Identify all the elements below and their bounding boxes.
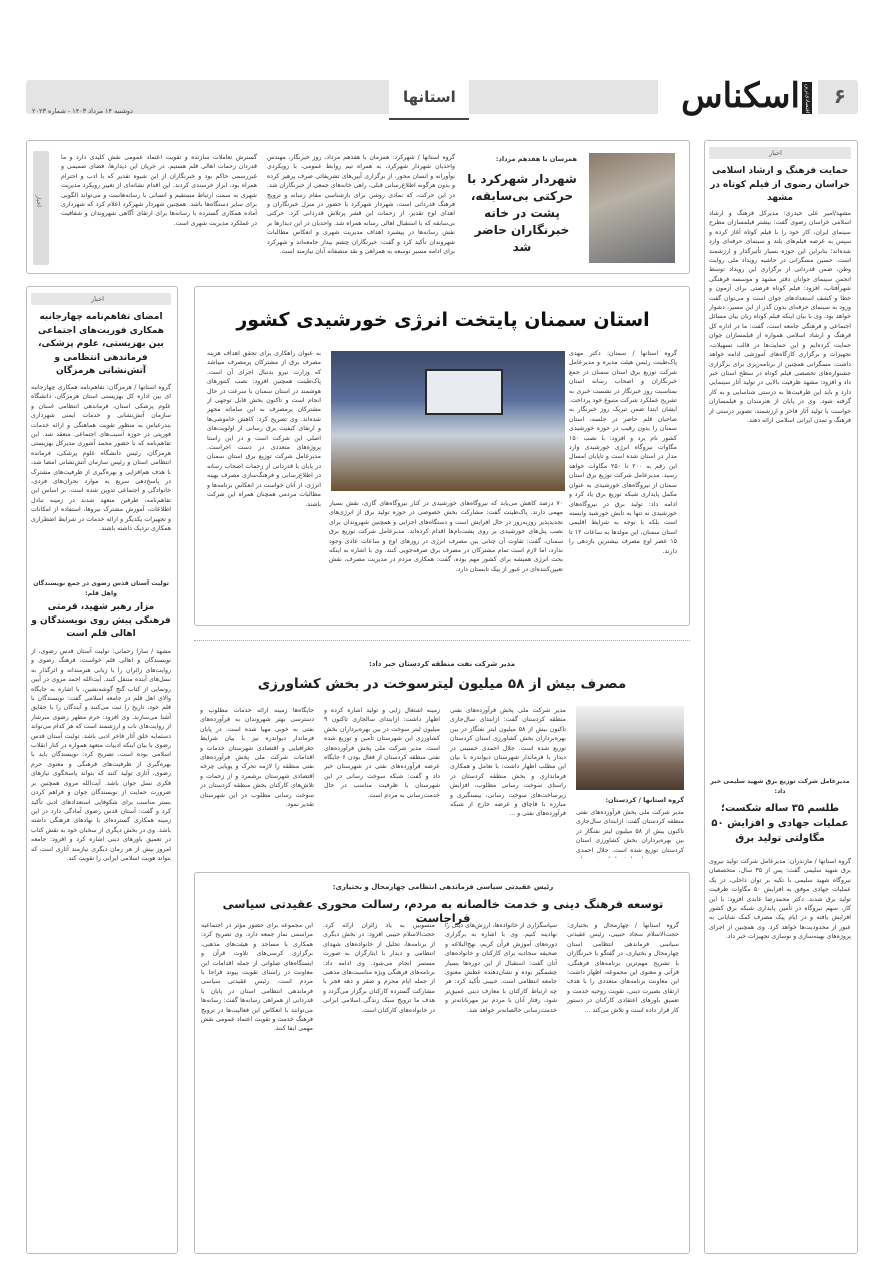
- top-news-photo: [589, 153, 675, 263]
- page-number: ۶: [833, 84, 846, 108]
- main-story-col3: به عنوان راهکاری برای تحقق اهداف هزینه مصرف برق از مشترکان پرمصرف میباشد که وزارت نیرو بدنبال اجرای آن است. پاک‌طینت همچنین افزود: نصب کنتورهای هوشمند در استان سمنان با سرعت در حال انجام است و تاکنون بخش قابل توجهی از مشترکان پرمصرف به این سامانه مجهز شده‌اند. وی تصریح کرد: کاهش خاموشی‌ها و ارتقای کیفیت برق رسانی از اولویت‌های اصلی این شرکت است و در این راستا پروژه‌های متعددی در دست اجراست. مدیرعامل شرکت توزیع برق استان سمنان در پایان با قدردانی از زحمات اصحاب رسانه در اطلاع‌رسانی و فرهنگ‌سازی مصرف بهینه انرژی، از آنان خواست در انعکاس برنامه‌ها و مطالبات مردمی همچنان همراه این شرکت باشند.: [207, 350, 321, 508]
- culture-story-headline: توسعه فرهنگ دینی و خدمت خالصانه به مردم، رسالت محوری عقیدتی سیاسی فراجاست: [222, 897, 664, 925]
- page-header: [26, 76, 858, 120]
- culture-story-kicker: رئیس عقیدتی سیاسی فرماندهی انتظامی چهارمحال و بختیاری:: [332, 883, 554, 891]
- top-news-col1: گروه استانها / شهرکرد: همزمان با هفدهم مرداد، روز خبرنگار، مهندس واحدیان شهردار شهرکرد، به همراه تیم روابط عمومی، با رویکردی نوآورانه و انسان محور، از برگزاری آیین‌های تشریفاتی صرف پرهیز کرده و بدون هرگونه اطلاع‌رسانی قبلی، راهی خانه‌های جمعی از خبرنگاران شد. در این حرکت، که نمادی روشن برای بازشناسی مقام رسانه و ترویج فرهنگ قدردانی است، شهردار شهرکرد با حضور در منزل خبرنگاران و اهدای لوح تقدیر، از زحمات این قشر پرتلاش قدردانی کرد. حرکتی بی‌سابقه که با استقبال اهالی رسانه همراه شد. واحدیان در این دیدارها بر نقش رسانه‌ها در پیشبرد اهداف مدیریت شهری و انعکاس مطالبات شهروندان تأکید کرد و گفت: خبرنگاران چشم بیدار جامعه‌اند و شهرکرد برای ادامه مسیر توسعه به همراهی و نقد منصفانه آنان نیازمند است.: [267, 154, 455, 256]
- left-sidebar-box: [26, 286, 178, 1254]
- agri-story-photo: [576, 706, 684, 790]
- top-news-side-tag-label: اخبار: [35, 195, 42, 207]
- agri-story-col1: مدیر شرکت ملی پخش فرآورده‌های نفتی منطقه کردستان گفت: ازابتدای سال‌جاری تاکنون بیش از ۵۸ میلیون لیتر نفتگاز در بین بهره‌برداران بخش کشاورزی استان کردستان توزیع شده است. جلال احمدی حسینی در دیدار با فرماندار شهرستان دیواندره با بیان این مطلب اظهار داشت: با تعامل و همکاری فرمانداری و بخش منطقه کردستان در راستای سوخت رسانی مطلوب، افزایش زیرساخت‌های سوخت رسانی، بیستگیری و مبارزه با قاچاق و عرضه خارج از شبکه فرآورده‌های نفتی و ...: [450, 707, 566, 818]
- agri-story-headline: مصرف بیش از ۵۸ میلیون لیترسوخت در بخش کشاورزی: [257, 676, 627, 692]
- left-sidebar-body: گروه استانها / هرمزگان: تفاهم‌نامه همکاری چهارجانبه ای بین اداره کل بهزیستی استان هرمزگان، دانشگاه علوم پزشکی استان، فرماندهی انتظامی استان و سازمان آتش‌نشانی و خدمات ایمنی شهرداری بندرعباس به منظور تقویت هماهنگی و ارائه خدمات فوریتی در حوزه آسیب‌های اجتماعی منعقد شد. این تفاهم‌نامه که با حضور محمد آشوری مدیرکل بهزیستی هرمزگان، رئیس دانشگاه علوم پزشکی، فرمانده انتظامی استان و رئیس سازمان آتش‌نشانی امضا شد، با هدف هم‌افزایی و بهره‌گیری از ظرفیت‌های مشترک در پاسخ‌دهی سریع به موارد بحران‌های فردی، خانوادگی و اجتماعی تدوین شده است. بر اساس این تفاهم‌نامه، طرفین متعهد شدند در زمینه تبادل اطلاعات، آموزش مشترک نیروها، استفاده از امکانات و تجهیزات یکدیگر و ارائه خدمات در شرایط اضطراری همکاری نزدیک داشته باشند.: [31, 384, 171, 533]
- agri-story-caption: گروه استانها / کردستان:: [605, 796, 684, 804]
- right-sidebar-tag-label: اخبار: [769, 149, 782, 157]
- top-news-headline: شهردار شهرکرد با حرکتی بی‌سابقه، پشت در خانه خبرنگاران حاضر شد: [467, 172, 577, 254]
- agri-story-col2: زمینه اشتغال زایی و تولید اشاره کرده و اظهار داشت: ازابتدای سالجاری تاکنون ۹ میلیون لیتر سوخت در بین بهره‌برداران بخش کشاورزی این شهرستان تأمین و توزیع شده است. مدیر شرکت ملی پخش فرآورده‌های نفتی منطقه کردستان از فعال بودن ۶ جایگاه عرضه فرآورده‌های نفتی در شهرستان خبر داد و گفت: شبکه سوخت رسانی در این شهرستان با ظرفیت مناسب در حال خدمت‌رسانی به مردم است.: [324, 707, 440, 799]
- left-sidebar-body2: مشهد / سارا رحمانی: تولیت آستان قدس رضوی، از نویسندگان و اهالی قلم خواست، فرهنگ رضوی و روایت‌های زائران را با زبانی هنرمندانه و اثرگذار به نسل‌های آینده منتقل کنند. آیت‌الله احمد مروی در آیین رونمایی از کتاب گنج گوشه‌نشین، با اشاره به جایگاه والای اهل قلم در جامعه اسلامی گفت: نویسندگان با قلم خود، تاریخ را ثبت می‌کنند و آیندگان را با حقایق آشنا می‌سازند. وی افزود: حرم مطهر رضوی سرشار از روایت‌های ناب و ارزشمند است که هر کدام می‌تواند دستمایه خلق آثار فاخر ادبی باشد. تولیت آستان قدس رضوی با بیان اینکه ادبیات متعهد همواره در کنار انقلاب اسلامی بوده است، تصریح کرد: نویسندگان باید با بهره‌گیری از ظرفیت‌های فرهنگی و معنوی حرم رضوی، آثاری تولید کنند که بتواند پاسخگوی نیازهای فکری نسل جوان باشد. آیت‌الله مروی همچنین بر ضرورت حمایت از نویسندگان جوان و فراهم کردن بستر مناسب برای شکوفایی استعدادهای ادبی تأکید کرد و گفت: آستان قدس رضوی آمادگی دارد در این زمینه همکاری گسترده‌ای با نهادهای فرهنگی داشته باشد. وی در بخش دیگری از سخنان خود به نقش کتاب در تعمیق باورهای دینی اشاره کرد و افزود: جامعه امروز بیش از هر زمان دیگری نیازمند آثاری است که بتواند هویت اسلامی ایرانی را تقویت کند.: [31, 648, 171, 862]
- logo: اسکناس: [681, 76, 800, 116]
- right-sidebar-kicker2: مدیرعامل شرکت توزیع برق شهید سلیمی خبر داد:: [710, 778, 850, 795]
- left-sidebar-kicker2: تولیت آستان قدس رضوی در جمع نویسندگان واهل قلم:: [33, 580, 169, 597]
- right-sidebar-box: [704, 140, 858, 1254]
- right-sidebar-body2: گروه استانها / مازندران: مدیرعامل شرکت تولید نیروی برق شهید سلیمی گفت: پس از ۳۵ سال، متخصصان نیروگاه شهید سلیمی با تکیه بر توان داخلی، در یک عملیات جهادی موفق به افزایش ۵۰ مگاوات ظرفیت تولید برق شدند. دکتر محمدرضا عابدی افزود: با این کار، سهم نیروگاه در تأمین پایداری شبکه برق کشور افزایش یافته و در ایام پیک مصرف کمک شایانی به عبور از محدودیت‌ها خواهد کرد. وی همچنین از اجرای پروژه‌های بهینه‌سازی و نوسازی تجهیزات خبر داد.: [709, 858, 851, 941]
- top-news-col2: گسترش تعاملات سازنده و تقویت اعتماد عمومی نقش کلیدی دارد و ما قدردان زحمات اهالی قلم هستیم. در جریان این دیدارها، فضای صمیمی و غیررسمی حاکم بود و خبرنگاران از این شیوه تقدیر که با ادب و احترام همراه بود، ابراز خرسندی کردند. این اقدام نشانه‌ای از تغییر رویکرد مدیریت شهری به سمت ارتباط مستقیم و انسانی با رسانه‌هاست و می‌تواند الگویی برای سایر دستگاه‌ها باشد. همچنین شهردار شهرکرد اعلام کرد که شهرداری آماده همکاری گسترده با رسانه‌ها برای ارتقای آگاهی شهروندان و شفافیت در عملکرد مدیریت شهری است.: [61, 154, 257, 227]
- header-date: دوشنبه ۱۴ مرداد ۱۴۰۳ - شماره ۲۰۲۳: [32, 107, 133, 115]
- section-title: استانها: [403, 88, 456, 106]
- right-sidebar-headline2: طلسم ۳۵ ساله شکست؛ عملیات جهادی و افزایش ۵۰ مگاولتی توليد برق: [711, 803, 849, 844]
- main-story-box: [194, 286, 690, 626]
- main-story-photo-screen: [425, 369, 503, 415]
- agri-story-kicker: مدیر شرکت نفت منطقه کردستان خبر داد:: [368, 660, 516, 668]
- agri-story-col3: جایگاه‌ها زمینه ارائه خدمات مطلوب و دسترسی بهتر شهروندان به فرآورده‌های نفتی به خوبی مهیا شده است. در پایان فرماندار دیواندره نیز با بیان شرایط جغرافیایی و اقتصادی شهرستان خدمات و اقدامات شرکت ملی پخش فرآورده‌های نفتی منطقه را لازمه تحرک و پویایی چرخه اقتصادی شهرستان برشمرد و از زحمات و تلاش‌های کارکنان بخش منطقه کردستان در سوخت رسانی مطلوب در این شهرستان تقدیر نمود.: [200, 707, 314, 809]
- agri-story-body-under-photo: مدیر شرکت ملی پخش فرآورده‌های نفتی منطقه کردستان گفت: ازابتدای سال‌جاری تاکنون بیش از ۵۸ میلیون لیتر نفتگاز در بین بهره‌برداران بخش کشاورزی استان کردستان توزیع شده است. جلال احمدی: [576, 809, 684, 854]
- culture-story-col2: سپاسگزاری از خانواده‌ها، ارزش‌های دینی را نهادینه کنیم. وی با اشاره به برگزاری دوره‌های آموزش قرآن کریم، نهج‌البلاغه و صحیفه سجادیه برای کارکنان و خانواده‌های آنان گفت: استقبال از این دوره‌ها بسیار چشمگیر بوده و نشان‌دهنده عطش معنوی جامعه انتظامی است. حبیبی تأکید کرد: هر چه ارتباط کارکنان با معارف دینی عمیق‌تر شود، رفتار آنان با مردم نیز مهربانانه‌تر و خدمت‌رسانی خالصانه‌تر خواهد شد.: [445, 922, 557, 1014]
- right-sidebar-headline: حمایت فرهنگ و ارشاد اسلامی خراسان رضوی از فیلم کوتاه در مشهد: [710, 166, 850, 203]
- top-news-box: [26, 140, 690, 274]
- logo-subtitle: اقتصادی‌ترین: [804, 83, 810, 113]
- culture-story-col4: این مجموعه برای حضور مؤثر در اجتماعیه مراسمی نماز جمعه دارد. وی تصریح کرد: همکاری با مساجد و هیئت‌های مذهبی، برگزاری کرسی‌های تلاوت قرآن و ایستگاه‌های صلواتی از جمله اقدامات این معاونت در راستای تقویت پیوند فراجا با مردم است. رئیس عقیدتی سیاسی فرماندهی انتظامی استان در پایان با قدردانی از همراهی رسانه‌ها گفت: رسانه‌ها می‌توانند با انعکاس این فعالیت‌ها در ترویج فرهنگ خدمت و تقویت اعتماد عمومی نقش مهمی ایفا کنند.: [201, 922, 313, 1033]
- main-story-headline: استان سمنان پایتخت انرژی خورشیدی کشور: [236, 309, 650, 331]
- top-news-kicker: همرسان با هفدهم مرداد:: [495, 155, 577, 163]
- culture-story-col3: منسوبین به یاد زائران ارائه کرد. حجت‌الاسلام حبیبی افزود: در بخش دیگری از برنامه‌ها، تجلیل از خانواده‌های شهدای انتظامی و دیدار با ایثارگران به صورت مستمر انجام می‌شود. وی ادامه داد: برنامه‌های فرهنگی ویژه مناسبت‌های مذهبی از جمله ایام محرم و صفر و دهه فجر با مشارکت گسترده کارکنان برگزار می‌گردد و هدف ما ترویج سبک زندگی اسلامی ایرانی در خانواده‌های کارکنان است.: [323, 922, 435, 1014]
- left-sidebar-headline: امضای تفاهم‌نامه چهارجانبه همکاری فوریت‌های اجتماعی بین بهزیستی، علوم پزشکی، فرماندهی انتظامی و آتش‌نشانی هرمزگان: [38, 312, 164, 376]
- main-story-col2: ۷۰ درصد کاهش می‌یابد که نیروگاه‌های خورشیدی در کنار نیروگاه‌های گازی، نقش بسیار مهمی دارند. پاک‌طینت گفت: مشارکت بخش خصوصی در حوزه تولید برق از انرژی‌های تجدیدپذیر روزبه‌روز در حال افزایش است و دستگاه‌های اجرایی و همچنین شهروندان برای نصب پنل‌های خورشیدی بر روی پشت‌بام‌ها اقدام کرده‌اند. مدیرعامل شرکت توزیع برق سمنان، گفت: تفاوت آن چنانی بین مصرف انرژی در روزهای اوج و ساعات عادی وجود ندارد، اما لازم است تمام مشترکان در مصرف برق صرفه‌جویی کنند. وی با اشاره به اینکه بحث انرژی همیشه برای کشور مهم بوده، گفت: همکاری مردم در مدیریت مصرف، نقش تعیین‌کننده‌ای در عبور از پیک تابستان دارد.: [329, 500, 563, 573]
- agri-story-top-rule: [194, 640, 690, 641]
- left-sidebar-tag-label: اخبار: [91, 295, 104, 303]
- left-sidebar-headline2: مزار رهبر شهید، قرمتی فرهنگی پیش روی نویسندگان و اهالی قلم است: [31, 602, 171, 639]
- agri-story-box: [194, 636, 690, 864]
- culture-story-col1: گروه استانها / چهارمحال و بختیاری: حجت‌الاسلام سجاد حبیبی، رئیس عقیدتی سیاسی فرماندهی انتظامی استان چهارمحال و بختیاری، در گفتگو با خبرنگاران با تشریح مهم‌ترین برنامه‌های فرهنگی، قرآنی و معنوی این مجموعه، اظهار داشت: این معاونت برنامه‌های متعددی را با هدف ارتقای بصیرت دینی، تقویت روحیه خدمت و تعمیق باورهای اعتقادی کارکنان در دستور کار قرار داده است و تلاش می‌کند ...: [567, 922, 679, 1014]
- top-news-side-tag: [33, 151, 49, 265]
- main-story-col1: گروه استانها / سمنان: دکتر مهدی پاک‌طینت رئیس هیئت مدیره و مدیرعامل شرکت توزیع برق استان سمنان در جمع خبرنگاران و اصحاب رسانه استان بمناسبت روز خبرنگار در نشست خبری به تشریح عملکرد شرکت متبوع خود پرداخت. ایشان ابتدا ضمن تبریک روز خبرنگار به صاحبان قلم حاضر در جلسه، استان سمنان را بدون رقیب در حوزه خورشیدی کشور نام برد و افزود: با نصب ۱۵۰ مگاوات نیروگاه انرژی خورشیدی وارد مدار در استان شده است و تاپایان امسال این رقم به ۲۰۰ تا ۲۵۰ مگاوات خواهد رسید. مدیرعامل شرکت توزیع برق استان سمنان از نیروگاه‌های خورشیدی به عنوان مکمل پایداری شبکه توزیع برق یاد کرد و ادامه داد: تولید برق در نیروگاه‌های خورشیدی نه تنها به تابش خورشید وابسته است بلکه با توجه به شرایط اقلیمی استان سمنان، این مولدها به ساعات ۱۲ تا ۱۵ عصر اوج مصرف بیشترین بازدهی را دارند.: [569, 350, 677, 555]
- right-sidebar-body: مشهد/امیر علی حیدری: مدیرکل فرهنگ و ارشاد اسلامی خراسان رضوی گفت: بیشتر فیلمسازان مطرح سینمای ایران، کار خود را با فیلم کوتاه آغاز کرده و سپس به عرصه فیلم‌های بلند و سینمای حرفه‌ای وارد شده‌اند؛ بنابراین این حوزه بسیار تأثیرگذار و ارزشمند است. حسین مسگرانی در حاشیه رویداد ملی روایت وطن، ضمن قدردانی از برگزاری این رویداد توسط انجمن سینمای جوانان دفتر مشهد و موسسه فرهنگی شهرآفتاب، افزود: فیلم کوتاه فرصتی برای آزمون و خطا و کشف استعدادهای جوان است و می‌توان گفت ورود به سینمای حرفه‌ای بدون گذر از این مسیر، دشوار خواهد بود. وی با بیان اینکه فیلم کوتاه زبان بیان مسائل اجتماعی و فرهنگی جامعه است، گفت: ما در اداره کل فرهنگ و ارشاد اسلامی همواره از فیلمسازان جوان حمایت کرده‌ایم و این حمایت‌ها در قالب تسهیلات، تجهیزات و برگزاری کارگاه‌های آموزشی ادامه خواهد داشت. مسگرانی همچنین از برنامه‌ریزی برای برگزاری جشنواره‌های تخصصی فیلم کوتاه در سطح استان خبر داد و افزود: مشهد ظرفیت بالایی در تولید آثار سینمایی دارد و باید این ظرفیت‌ها به درستی شناسایی و به کار گرفته شود. وی در پایان از هنرمندان و فیلمسازان خواست با تولید آثار فاخر و ارزشمند، تصویر درستی از فرهنگ و تمدن ایرانی اسلامی ارائه دهند.: [709, 210, 851, 424]
- culture-story-box: [194, 872, 690, 1254]
